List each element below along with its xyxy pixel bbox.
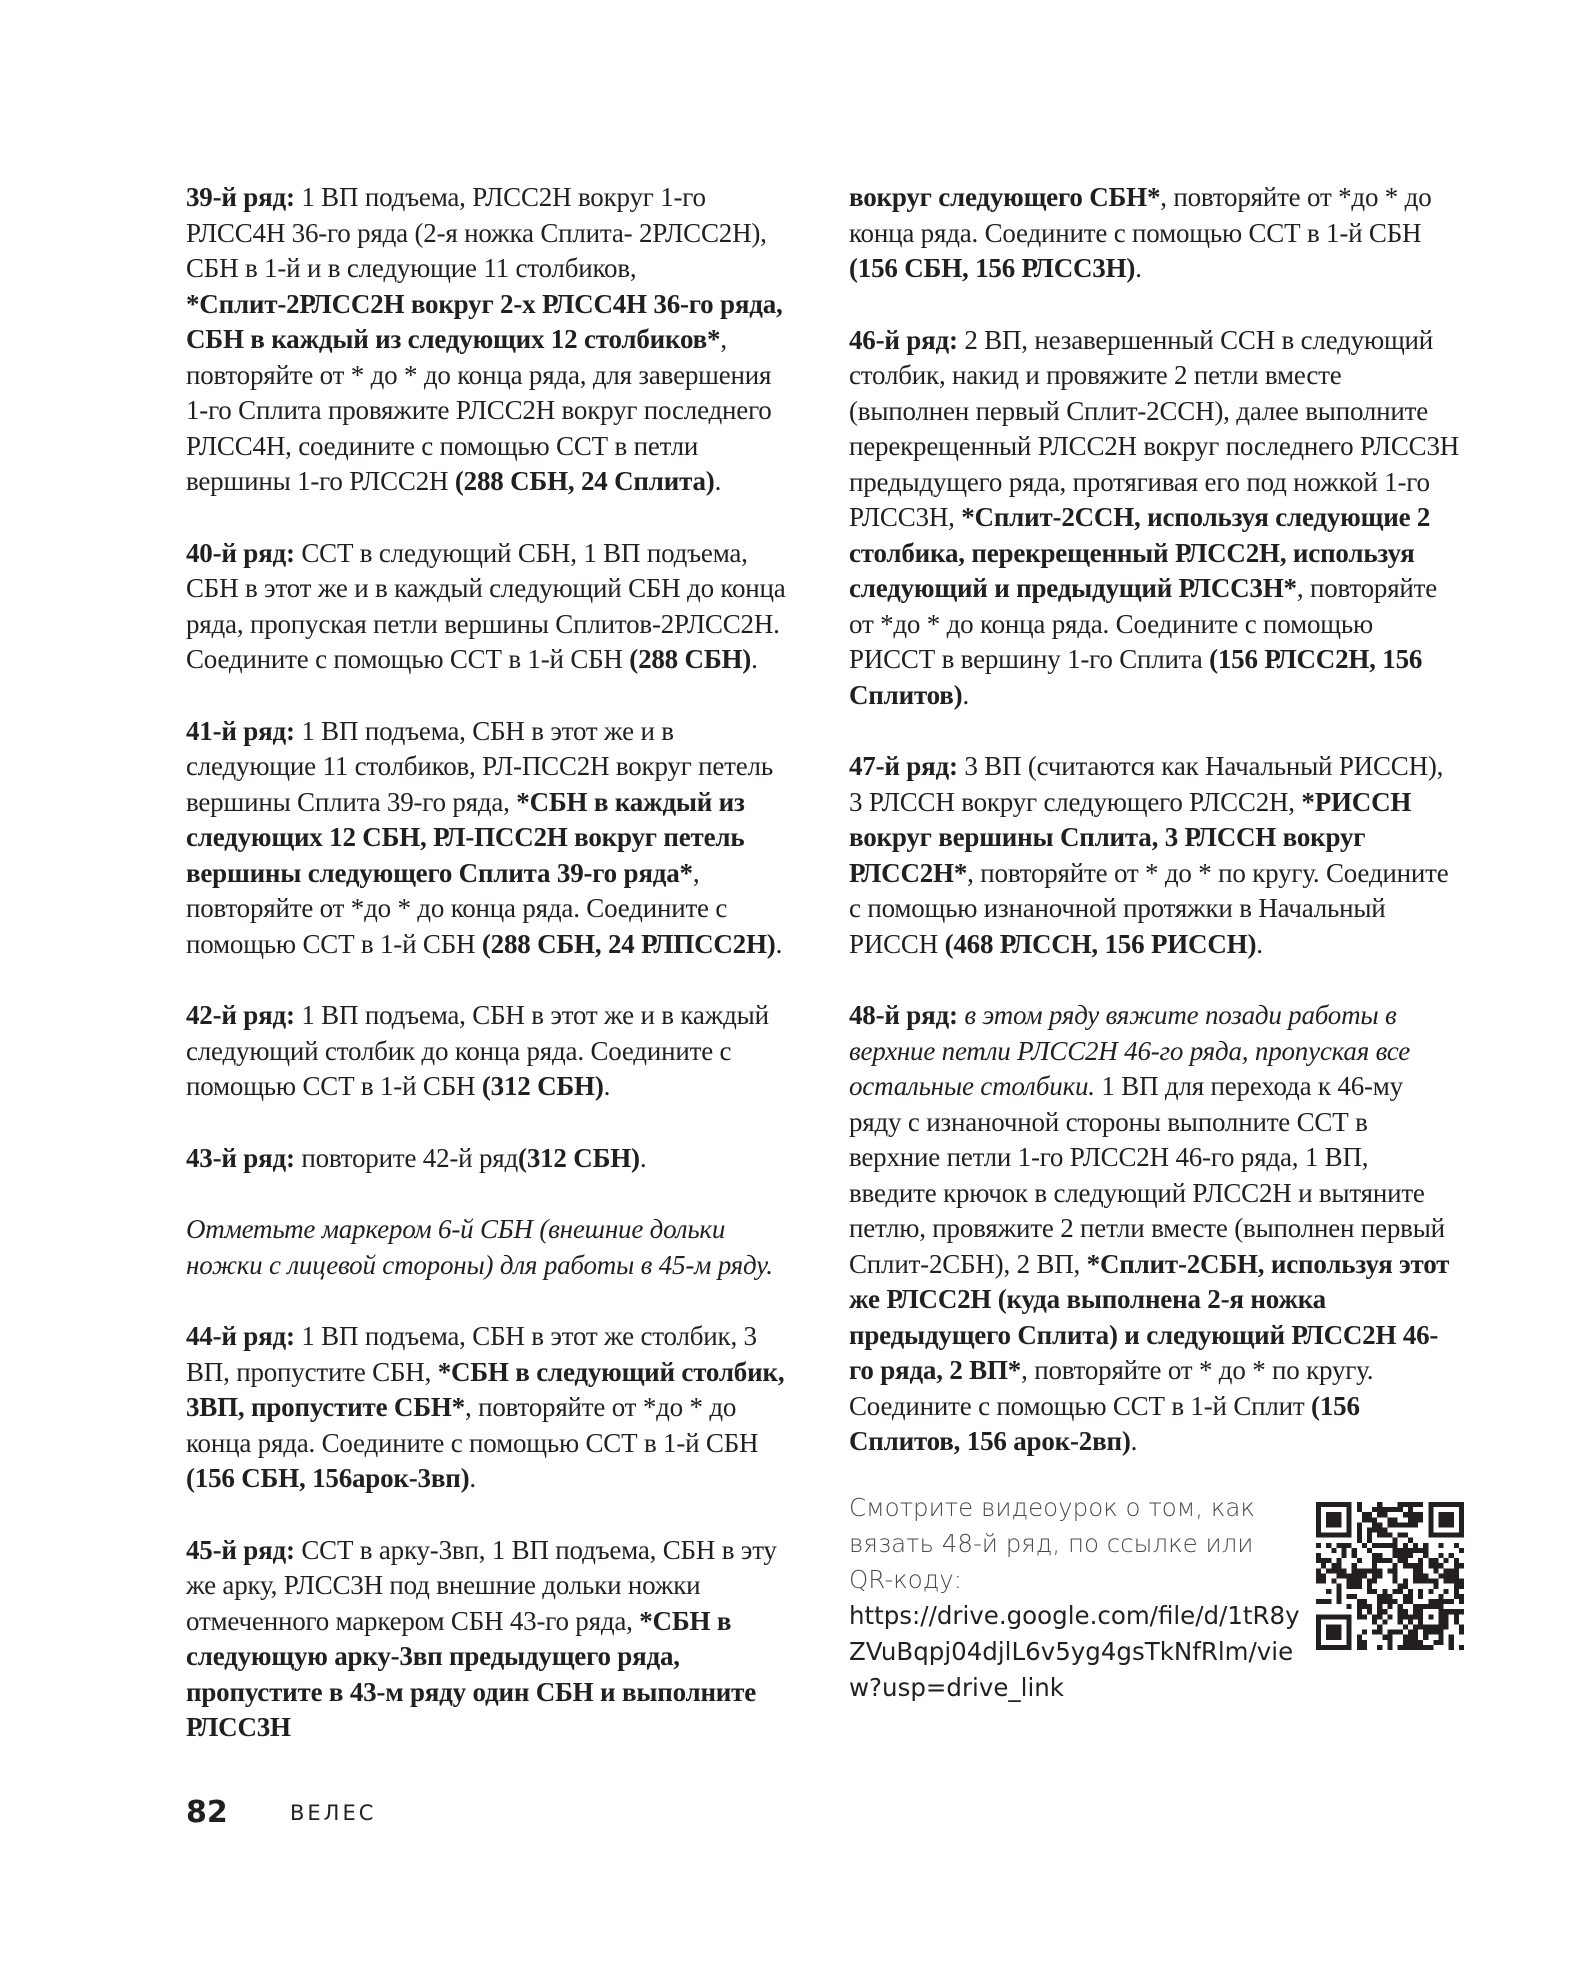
video-caption: Смотрите видеоурок о том, как вязать 48-й ряд, по ссылке или QR-коду: xyxy=(849,1493,1255,1594)
row-39-heading: 39-й ряд: xyxy=(186,182,302,212)
row-47-heading: 47-й ряд: xyxy=(849,751,965,781)
qr-code-icon[interactable] xyxy=(1316,1502,1464,1650)
paragraph-row-39: 39-й ряд: 1 ВП подъема, РЛСС2Н вокруг 1-го РЛСС4Н 36-го ряда (2-я ножка Сплита- 2РЛСС2Н), СБН в 1-й и в следующие 11 столбиков, *Сплит-2РЛСС2Н вокруг 2-х РЛСС4Н 36-го ряда, СБН в каждый из следующих 12 столбиков*, повторяйте от * до * до конца ряда, для завершения 1-го Сплита провяжите РЛСС2Н вокруг последнего РЛСС4Н, соедините с помощью ССТ в петли вершины 1-го РЛСС2Н (288 СБН, 24 Сплита). xyxy=(186,182,783,496)
paragraph-row-45: 45-й ряд: ССТ в арку-3вп, 1 ВП подъема, СБН в эту же арку, РЛСС3Н под внешние дольки ножки отмеченного маркером СБН 43-го ряда, *СБН в следующую арку-3вп предыдущего ряда, пропустите в 43-м ряду один СБН и выполните РЛСС3Н xyxy=(186,1534,777,1742)
paragraph-row-45-continued: вокруг следующего СБН*, повторяйте от *до * до конца ряда. Соедините с помощью ССТ в 1-й СБН (156 СБН, 156 РЛСС3Н). xyxy=(849,182,1432,283)
row-46-heading: 46-й ряд: xyxy=(849,324,965,355)
paragraph-row-41: 41-й ряд: 1 ВП подъема, СБН в этот же и в следующие 11 столбиков, РЛ-ПСС2Н вокруг петель вершины Сплита 39-го ряда, *СБН в каждый из следующих 12 СБН, РЛ-ПСС2Н вокруг петель вершины следующего Сплита 39-го ряда*, повторяйте от *до * до конца ряда. Соедините с помощью ССТ в 1-й СБН (288 СБН, 24 РЛПСС2Н). xyxy=(186,715,783,959)
paragraph-row-43: 43-й ряд: повторите 42-й ряд(312 СБН). xyxy=(186,1142,647,1173)
row-42-heading: 42-й ряд: xyxy=(186,1000,302,1030)
publisher-brand: ВЕЛЕС xyxy=(290,1801,377,1825)
row-44-heading: 44-й ряд: xyxy=(186,1321,302,1351)
row-45-heading: 45-й ряд: xyxy=(186,1534,302,1565)
row-40-heading: 40-й ряд: xyxy=(186,537,302,568)
paragraph-row-46: 46-й ряд: 2 ВП, незавершенный ССН в следующий столбик, накид и провяжите 2 петли вместе (выполнен первый Сплит-2ССН), далее выполните перекрещенный РЛСС2Н вокруг последнего РЛСС3Н предыдущего ряда, протягивая его под ножкой 1-го РЛСС3Н, *Сплит-2ССН, используя следующие 2 столбика, перекрещенный РЛСС2Н, используя следующий и предыдущий РЛСС3Н*, повторяйте от *до * до конца ряда. Соедините с помощью РИССТ в вершину 1-го Сплита (156 РЛСС2Н, 156 Сплитов). xyxy=(849,324,1460,710)
page-number: 82 xyxy=(186,1795,228,1830)
marker-note: Отметьте маркером 6-й СБН (внешние дольки ножки с лицевой стороны) для работы в 45-м ряду. xyxy=(186,1214,773,1280)
paragraph-row-42: 42-й ряд: 1 ВП подъема, СБН в этот же и в каждый следующий столбик до конца ряда. Соедините с помощью ССТ в 1-й СБН (312 СБН). xyxy=(186,1000,769,1101)
video-link[interactable]: https://drive.google.com/file/d/1tR8yZVuBqpj04djlL6v5yg4gsTkNfRlm/view?usp=drive_link xyxy=(849,1601,1300,1702)
paragraph-row-47: 47-й ряд: 3 ВП (считаются как Начальный РИССН), 3 РЛССН вокруг следующего РЛСС2Н, *РИССН вокруг вершины Сплита, 3 РЛССН вокруг РЛСС2Н*, повторяйте от * до * по кругу. Соедините с помощью изнаночной протяжки в Начальный РИССН (468 РЛССН, 156 РИССН). xyxy=(849,751,1449,959)
video-text xyxy=(849,1490,1304,1706)
left-column xyxy=(186,180,798,1782)
paragraph-row-40: 40-й ряд: ССТ в следующий СБН, 1 ВП подъема, СБН в этот же и в каждый следующий СБН до конца ряда, пропуская петли вершины Сплитов-2РЛСС2Н. Соедините с помощью ССТ в 1-й СБН (288 СБН). xyxy=(186,537,786,674)
right-column xyxy=(849,180,1461,1496)
video-tutorial-box xyxy=(849,1490,1489,1702)
row-48-heading: 48-й ряд: xyxy=(849,1000,965,1030)
row-43-heading: 43-й ряд: xyxy=(186,1142,302,1173)
paragraph-row-48: 48-й ряд: в этом ряду вяжите позади работы в верхние петли РЛСС2Н 46-го ряда, пропуская все остальные столбики. 1 ВП для перехода к 46-му ряду с изнаночной стороны выполните ССТ в верхние петли 1-го РЛСС2Н 46-го ряда, 1 ВП, введите крючок в следующий РЛСС2Н и вытяните петлю, провяжите 2 петли вместе (выполнен первый Сплит-2СБН), 2 ВП, *Сплит-2СБН, используя этот же РЛСС2Н (куда выполнена 2-я ножка предыдущего Сплита) и следующий РЛСС2Н 46-го ряда, 2 ВП*, повторяйте от * до * по кругу. Соедините с помощью ССТ в 1-й Сплит (156 Сплитов, 156 арок-2вп). xyxy=(849,1000,1450,1456)
row-41-heading: 41-й ряд: xyxy=(186,715,302,746)
paragraph-row-44: 44-й ряд: 1 ВП подъема, СБН в этот же столбик, 3 ВП, пропустите СБН, *СБН в следующий столбик, 3ВП, пропустите СБН*, повторяйте от *до * до конца ряда. Соедините с помощью ССТ в 1-й СБН (156 СБН, 156арок-3вп). xyxy=(186,1321,785,1493)
